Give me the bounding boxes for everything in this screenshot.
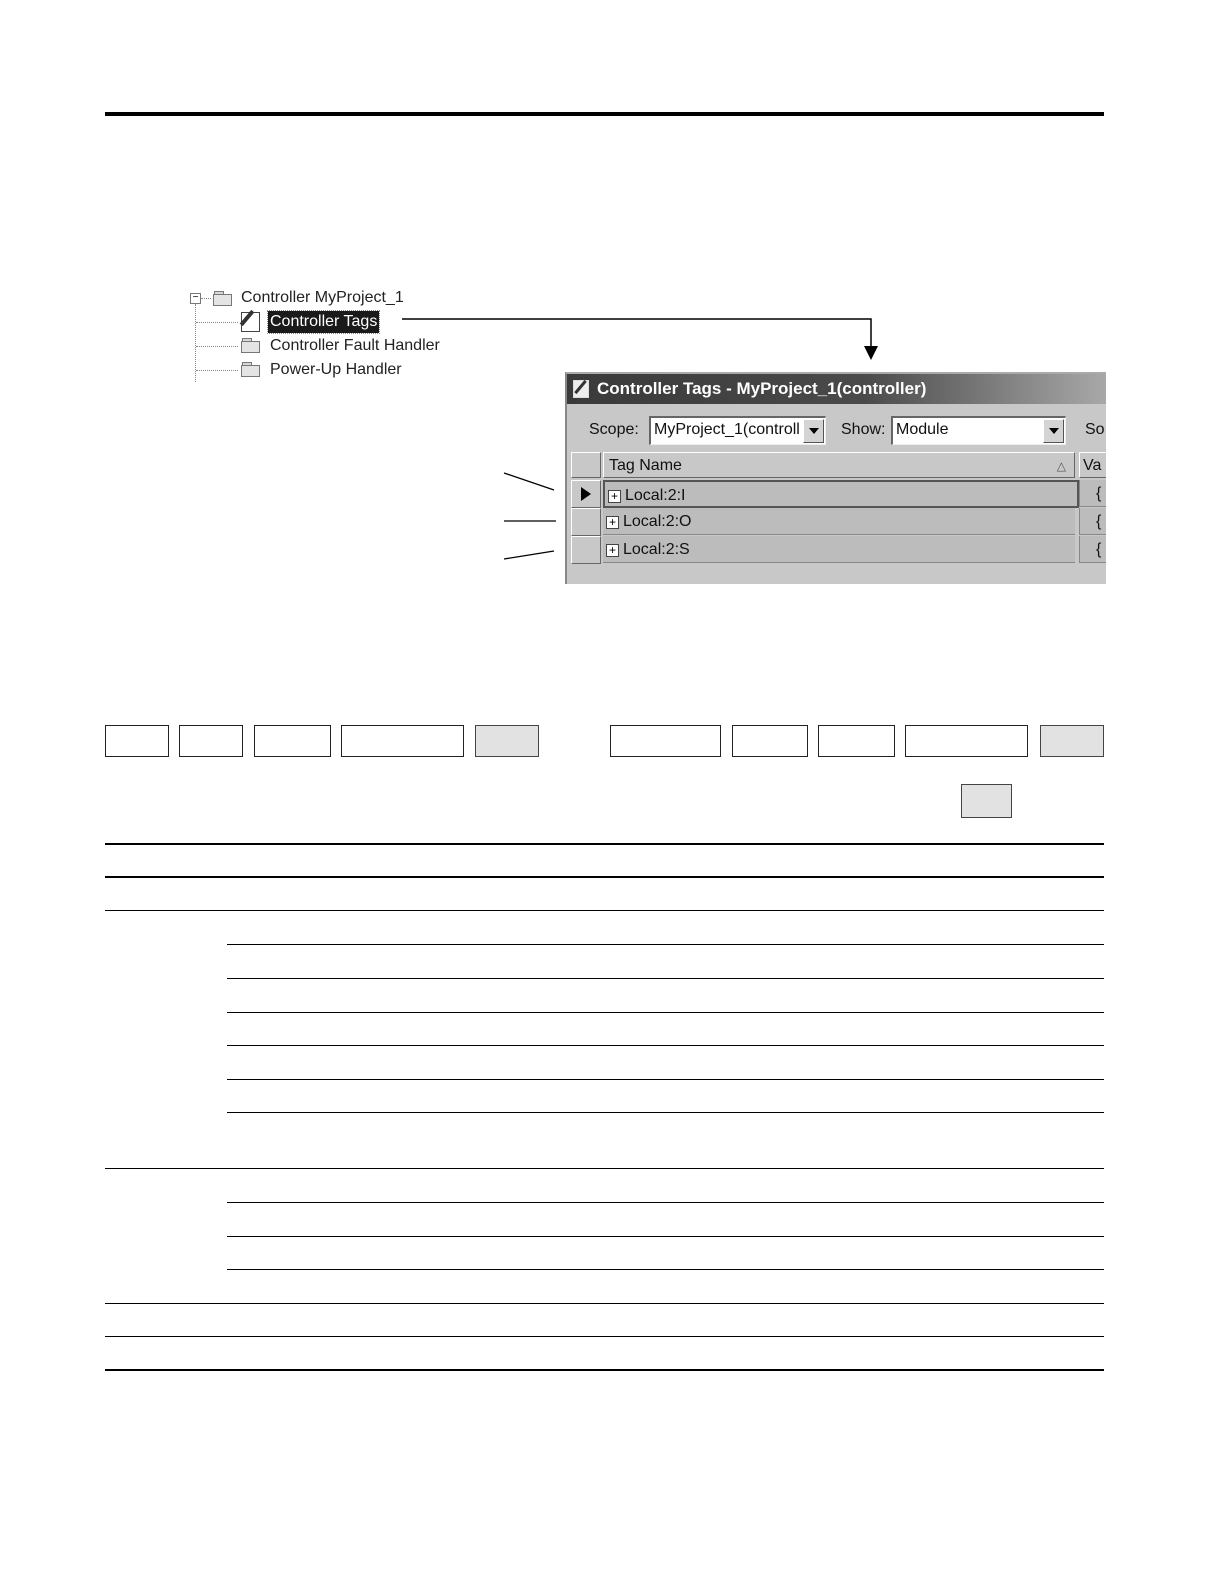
table-rule xyxy=(227,1079,1104,1080)
table-rule xyxy=(227,1236,1104,1237)
word-box xyxy=(341,725,464,757)
word-box xyxy=(732,725,808,757)
table-rule xyxy=(227,1202,1104,1203)
table-row[interactable] xyxy=(571,480,1106,508)
show-dropdown[interactable] xyxy=(891,416,1066,445)
table-rule xyxy=(227,944,1104,945)
word-box-shaded xyxy=(961,784,1012,818)
tag-editor-icon xyxy=(241,312,260,332)
table-row[interactable] xyxy=(571,536,1106,564)
tag-value: { xyxy=(1096,541,1102,558)
table-rule xyxy=(227,1112,1104,1113)
folder-icon xyxy=(241,362,260,375)
scope-value: MyProject_1(controll xyxy=(654,421,800,438)
row-selector[interactable] xyxy=(571,508,601,536)
table-rule xyxy=(105,1303,1104,1304)
scope-dropdown[interactable] xyxy=(649,416,826,445)
column-header-label: Tag Name xyxy=(609,457,682,474)
table-rule xyxy=(227,978,1104,979)
column-header-tag-name[interactable] xyxy=(603,452,1075,478)
word-box xyxy=(818,725,895,757)
tree-item-label: Controller Tags xyxy=(268,311,379,333)
expand-icon[interactable]: + xyxy=(606,544,619,557)
folder-icon xyxy=(241,338,260,351)
tag-value-cell[interactable] xyxy=(1079,508,1106,535)
table-rule xyxy=(227,1045,1104,1046)
table-rule-top xyxy=(105,843,1104,845)
table-row[interactable] xyxy=(571,508,1106,536)
tag-name: Local:2:O xyxy=(623,513,692,530)
show-label: Show: xyxy=(841,421,886,438)
sort-ascending-icon: △ xyxy=(1056,459,1066,473)
word-box xyxy=(905,725,1028,757)
tag-value-cell[interactable] xyxy=(1079,480,1106,507)
column-header-value[interactable] xyxy=(1079,452,1106,478)
top-rule xyxy=(105,112,1104,116)
word-box-shaded xyxy=(1040,725,1104,757)
expand-icon[interactable]: + xyxy=(608,490,621,503)
show-value: Module xyxy=(896,421,949,438)
word-box xyxy=(179,725,243,757)
word-box-shaded xyxy=(475,725,539,757)
word-box xyxy=(254,725,331,757)
tree-root-label: Controller MyProject_1 xyxy=(241,289,404,306)
chevron-down-icon[interactable] xyxy=(1043,419,1064,443)
tag-editor-window xyxy=(565,372,1106,584)
collapse-icon[interactable]: − xyxy=(190,293,201,304)
tree-item-label: Power-Up Handler xyxy=(270,361,402,378)
table-rule xyxy=(227,1269,1104,1270)
tag-name: Local:2:I xyxy=(625,487,686,504)
tag-name-cell[interactable] xyxy=(603,480,1079,508)
scope-label: Scope: xyxy=(589,421,639,438)
table-rule xyxy=(105,1168,1104,1169)
window-title: Controller Tags - MyProject_1(controller) xyxy=(597,379,927,398)
table-rule xyxy=(227,1012,1104,1013)
tag-value-cell[interactable] xyxy=(1079,536,1106,563)
tag-name-cell[interactable] xyxy=(603,536,1075,563)
tag-name: Local:2:S xyxy=(623,541,690,558)
word-box xyxy=(610,725,721,757)
sort-label: So xyxy=(1085,421,1105,438)
chevron-down-icon[interactable] xyxy=(803,419,824,443)
callout-lines xyxy=(500,465,560,565)
table-rule-bottom xyxy=(105,1369,1104,1371)
tag-value: { xyxy=(1096,513,1102,530)
tree-item-label: Controller Fault Handler xyxy=(270,337,440,354)
column-header-label: Va xyxy=(1083,457,1102,474)
tag-grid-header xyxy=(571,452,1106,478)
expand-icon[interactable]: + xyxy=(606,516,619,529)
window-titlebar[interactable] xyxy=(567,374,1106,404)
tag-name-cell[interactable] xyxy=(603,508,1075,535)
tag-value: { xyxy=(1096,485,1102,502)
table-rule xyxy=(105,1336,1104,1337)
row-selector[interactable] xyxy=(571,536,601,564)
word-box xyxy=(105,725,169,757)
open-folder-icon xyxy=(213,291,232,304)
current-row-icon xyxy=(581,487,591,501)
connector-arrow xyxy=(400,316,890,366)
row-selector[interactable] xyxy=(571,480,601,508)
table-rule-header xyxy=(105,876,1104,878)
window-toolbar xyxy=(567,412,1106,448)
row-selector-header xyxy=(571,452,601,478)
tag-editor-icon xyxy=(573,380,589,398)
table-rule xyxy=(105,910,1104,911)
